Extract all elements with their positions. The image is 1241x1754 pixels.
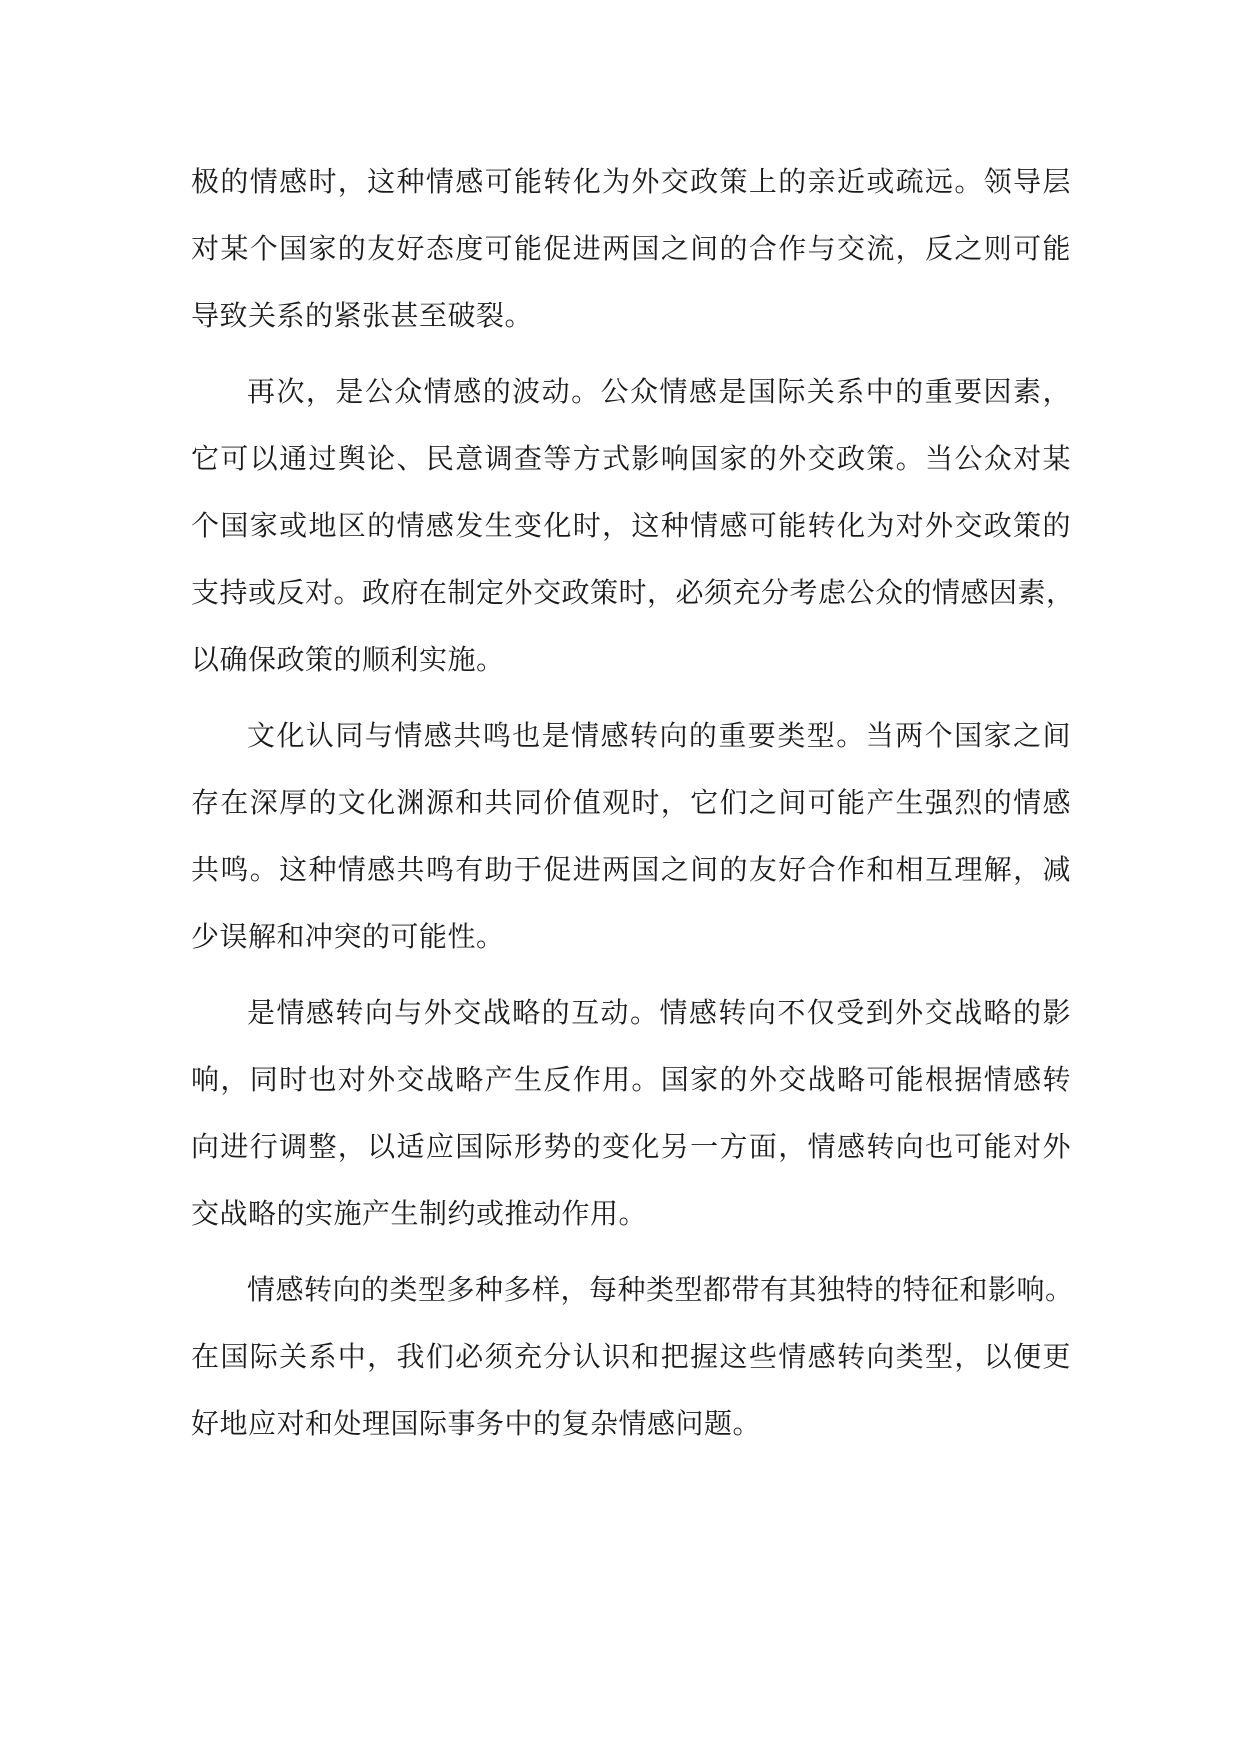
text-line: 响，同时也对外交战略产生反作用。国家的外交战略可能根据情感转 (191, 1063, 1071, 1096)
text-line: 极的情感时，这种情感可能转化为外交政策上的亲近或疏远。领导层 (191, 165, 1071, 198)
text-line: 再次，是公众情感的波动。公众情感是国际关系中的重要因素， (247, 375, 1071, 408)
text-line: 交战略的实施产生制约或推动作用。 (191, 1197, 648, 1230)
text-line: 支持或反对。政府在制定外交政策时，必须充分考虑公众的情感因素， (191, 576, 1075, 609)
text-line: 好地应对和处理国际事务中的复杂情感问题。 (191, 1407, 762, 1440)
text-line: 个国家或地区的情感发生变化时，这种情感可能转化为对外交政策的 (191, 509, 1071, 542)
text-line: 共鸣。这种情感共鸣有助于促进两国之间的友好合作和相互理解，减 (191, 853, 1071, 886)
text-line: 以确保政策的顺利实施。 (191, 643, 505, 676)
text-line: 它可以通过舆论、民意调查等方式影响国家的外交政策。当公众对某 (191, 442, 1071, 475)
paragraph (191, 148, 1071, 349)
text-line: 文化认同与情感共鸣也是情感转向的重要类型。当两个国家之间 (247, 719, 1071, 752)
text-line: 对某个国家的友好态度可能促进两国之间的合作与交流，反之则可能 (191, 232, 1071, 265)
paragraph (191, 702, 1071, 970)
document-body (191, 148, 1075, 1457)
paragraph (191, 979, 1071, 1247)
paragraph (191, 1256, 1074, 1457)
text-line: 情感转向的类型多种多样，每种类型都带有其独特的特征和影响。 (247, 1273, 1074, 1306)
text-line: 向进行调整，以适应国际形势的变化另一方面，情感转向也可能对外 (191, 1130, 1071, 1163)
text-line: 存在深厚的文化渊源和共同价值观时，它们之间可能产生强烈的情感 (191, 786, 1071, 819)
text-line: 是情感转向与外交战略的互动。情感转向不仅受到外交战略的影 (247, 996, 1071, 1029)
text-line: 导致关系的紧张甚至破裂。 (191, 299, 534, 332)
text-line: 少误解和冲突的可能性。 (191, 920, 505, 953)
paragraph (191, 358, 1075, 693)
text-line: 在国际关系中，我们必须充分认识和把握这些情感转向类型，以便更 (191, 1340, 1071, 1373)
